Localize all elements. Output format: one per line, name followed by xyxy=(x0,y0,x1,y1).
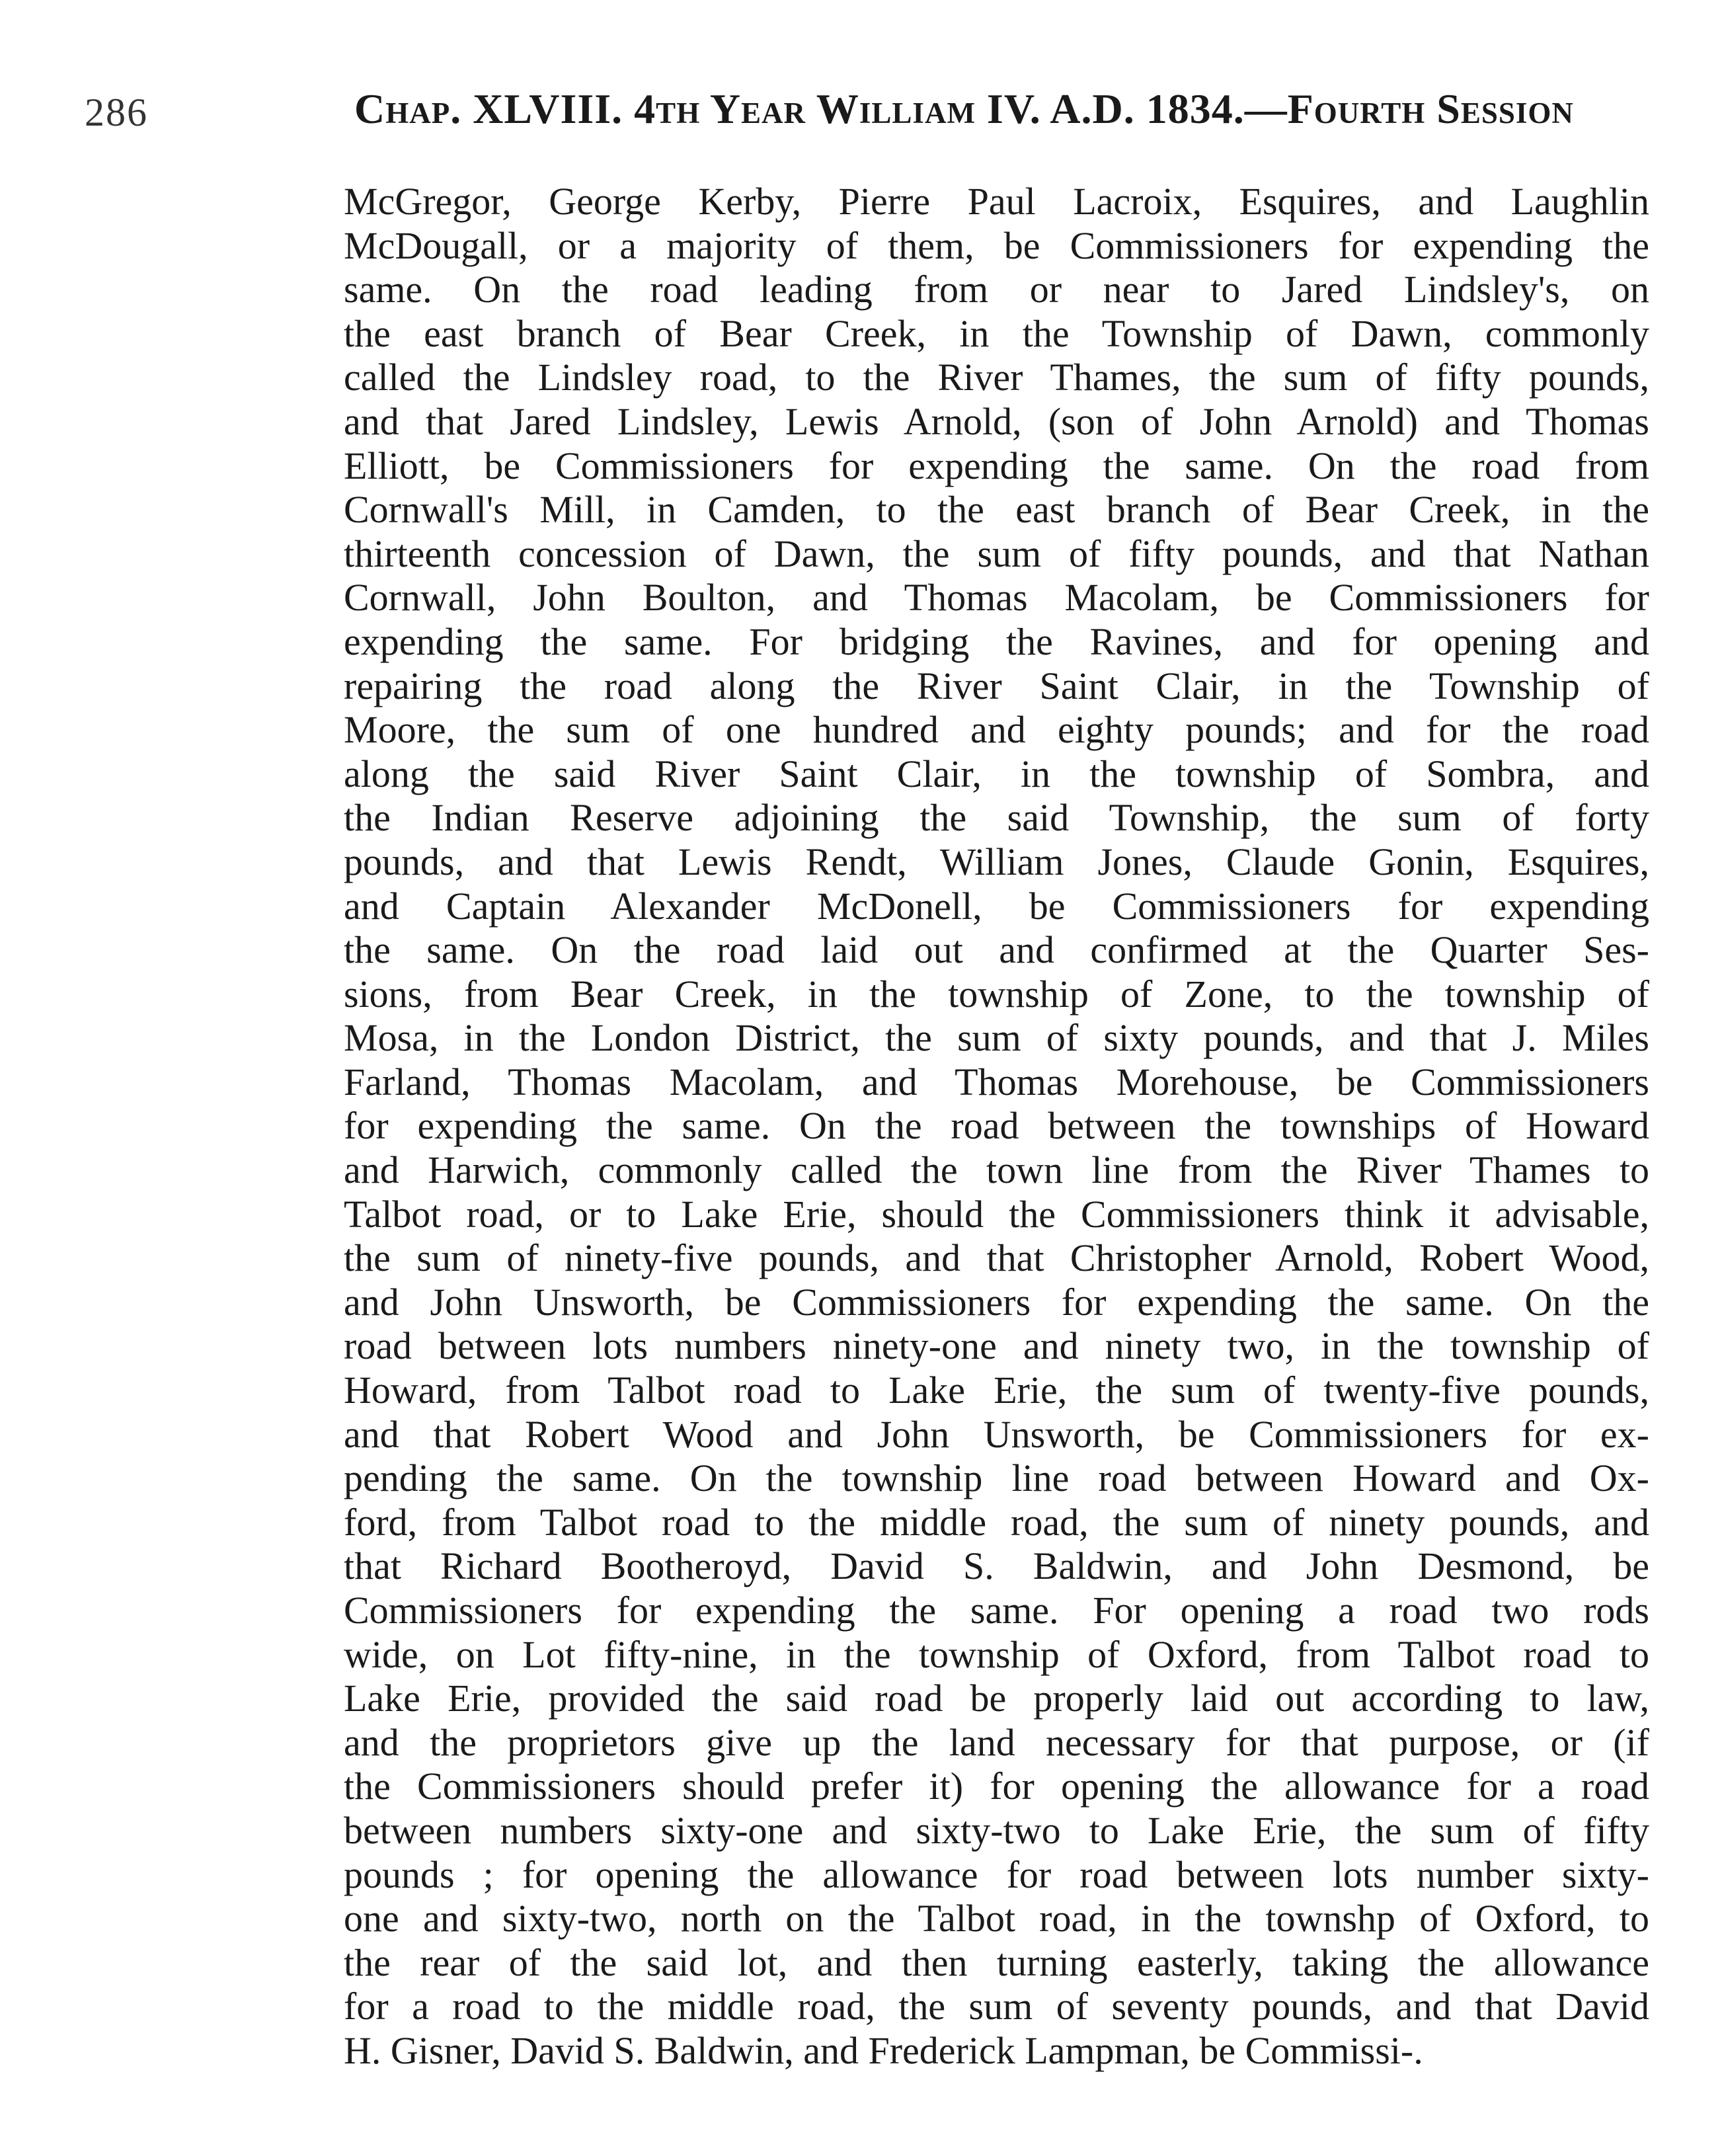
text-line: Elliott, be Commissioners for expending the same. On the road from xyxy=(344,444,1649,487)
text-line: Talbot road, or to Lake Erie, should the Commissioners think it advisable, xyxy=(344,1192,1649,1236)
running-head xyxy=(85,78,1645,138)
text-line: the Indian Reserve adjoining the said Township, the sum of forty xyxy=(344,796,1649,840)
text-line: Cornwall's Mill, in Camden, to the east branch of Bear Creek, in the xyxy=(344,488,1649,532)
text-line: ford, from Talbot road to the middle road, the sum of ninety pounds, and xyxy=(344,1500,1649,1544)
text-line: expending the same. For bridging the Ravines, and for opening and xyxy=(344,619,1649,663)
text-line: Commissioners for expending the same. For opening a road two rods xyxy=(344,1589,1649,1632)
text-line: Farland, Thomas Macolam, and Thomas Morehouse, be Commissioners xyxy=(344,1060,1649,1103)
text-line: the sum of ninety-five pounds, and that Christopher Arnold, Robert Wood, xyxy=(344,1236,1649,1280)
text-line: same. On the road leading from or near to Jared Lindsley's, on xyxy=(344,268,1649,311)
text-line: for a road to the middle road, the sum of seventy pounds, and that David xyxy=(344,1985,1649,2028)
text-line: along the said River Saint Clair, in the township of Sombra, and xyxy=(344,752,1649,795)
text-line: thirteenth concession of Dawn, the sum of fifty pounds, and that Nathan xyxy=(344,532,1649,575)
text-line: Howard, from Talbot road to Lake Erie, the sum of twenty-five pounds, xyxy=(344,1369,1649,1412)
text-line: McGregor, George Kerby, Pierre Paul Lacroix, Esquires, and Laughlin xyxy=(344,180,1649,223)
text-line: and John Unsworth, be Commissioners for expending the same. On the xyxy=(344,1280,1649,1324)
running-title: Chap. XLVIII. 4th Year William IV. A.D. 1834.—Fourth Session xyxy=(354,85,1574,132)
text-line: McDougall, or a majority of them, be Commissioners for expending the xyxy=(344,223,1649,267)
text-line: and Captain Alexander McDonell, be Commissioners for expending xyxy=(344,884,1649,928)
body-text xyxy=(344,180,1649,2073)
text-line: wide, on Lot fifty-nine, in the township of Oxford, from Talbot road to xyxy=(344,1632,1649,1676)
page-number: 286 xyxy=(85,91,148,134)
text-line: pounds, and that Lewis Rendt, William Jones, Claude Gonin, Esquires, xyxy=(344,840,1649,883)
text-line: the Commissioners should prefer it) for opening the allowance for a road xyxy=(344,1765,1649,1808)
text-line: sions, from Bear Creek, in the township of Zone, to the township of xyxy=(344,972,1649,1016)
text-line: the same. On the road laid out and confirmed at the Quarter Ses- xyxy=(344,928,1649,972)
text-line: called the Lindsley road, to the River Thames, the sum of fifty pounds, xyxy=(344,356,1649,399)
text-line: Mosa, in the London District, the sum of sixty pounds, and that J. Miles xyxy=(344,1016,1649,1060)
text-line: and that Jared Lindsley, Lewis Arnold, (son of John Arnold) and Thomas xyxy=(344,399,1649,443)
text-line: pending the same. On the township line road between Howard and Ox- xyxy=(344,1457,1649,1500)
text-line: Cornwall, John Boulton, and Thomas Macolam, be Commissioners for xyxy=(344,576,1649,619)
text-line: Lake Erie, provided the said road be properly laid out according to law, xyxy=(344,1677,1649,1720)
text-line: repairing the road along the River Saint Clair, in the Township of xyxy=(344,664,1649,707)
text-line: that Richard Bootheroyd, David S. Baldwin, and John Desmond, be xyxy=(344,1544,1649,1588)
text-line: and Harwich, commonly called the town line from the River Thames to xyxy=(344,1148,1649,1192)
text-line: for expending the same. On the road between the townships of Howard xyxy=(344,1104,1649,1148)
text-line: and the proprietors give up the land necessary for that purpose, or (if xyxy=(344,1720,1649,1764)
text-line: between numbers sixty-one and sixty-two to Lake Erie, the sum of fifty xyxy=(344,1808,1649,1852)
text-line: Moore, the sum of one hundred and eighty pounds; and for the road xyxy=(344,708,1649,752)
text-line: H. Gisner, David S. Baldwin, and Frederick Lampman, be Commissi-. xyxy=(344,2028,1423,2072)
text-line: the east branch of Bear Creek, in the Township of Dawn, commonly xyxy=(344,311,1649,355)
text-line: pounds ; for opening the allowance for road between lots number sixty- xyxy=(344,1853,1649,1896)
text-line: and that Robert Wood and John Unsworth, be Commissioners for ex- xyxy=(344,1412,1649,1456)
text-line: one and sixty-two, north on the Talbot road, in the townshp of Oxford, to xyxy=(344,1897,1649,1940)
text-line: the rear of the said lot, and then turning easterly, taking the allowance xyxy=(344,1940,1649,1984)
text-line: road between lots numbers ninety-one and ninety two, in the township of xyxy=(344,1324,1649,1368)
